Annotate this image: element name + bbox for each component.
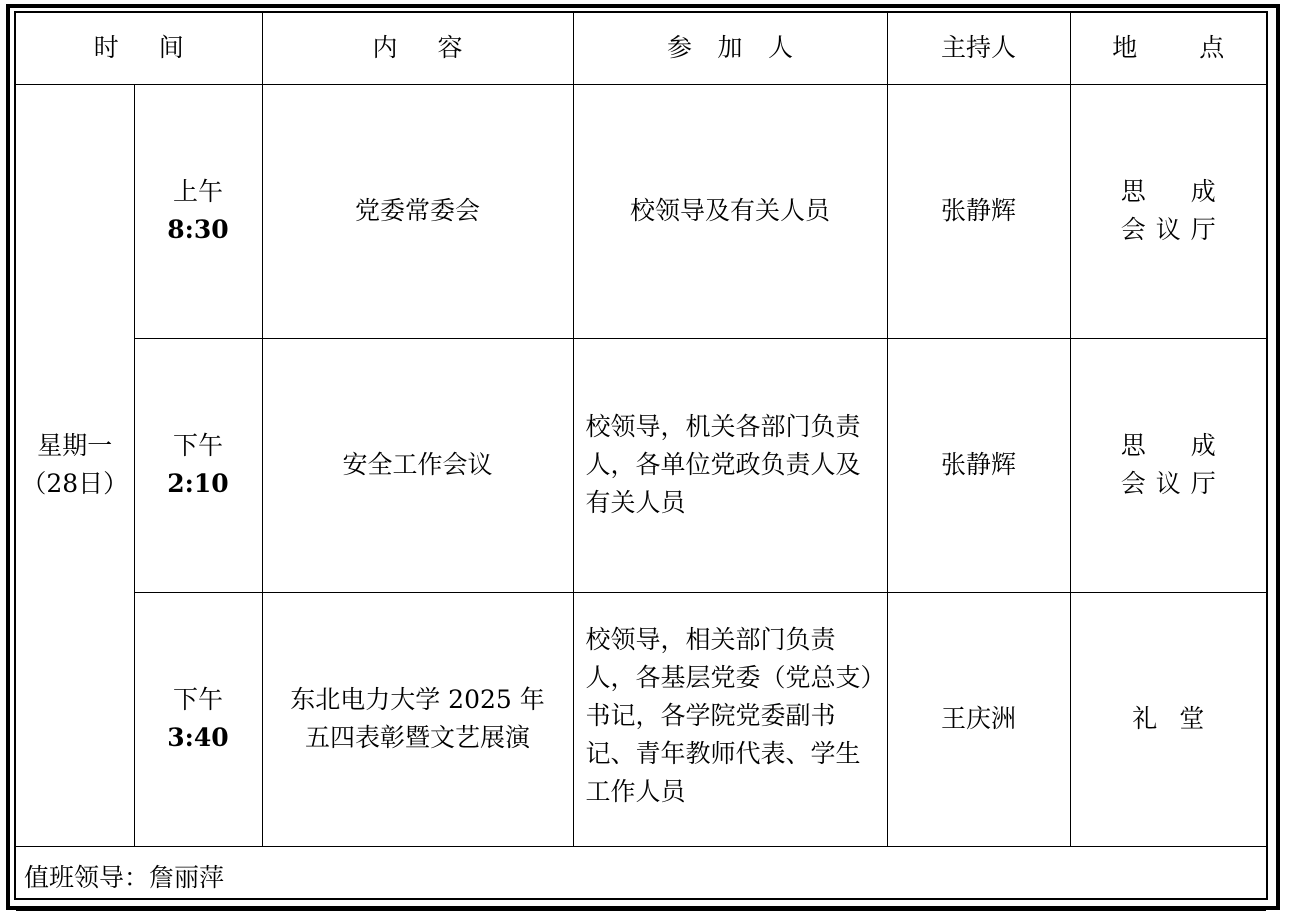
content-text: 党委常委会 [354, 196, 480, 225]
participants-line: 有关人员 [585, 488, 686, 517]
duty-cell [16, 846, 1266, 910]
time-value: 3:40 [167, 723, 229, 752]
location-cell [1070, 338, 1266, 592]
location-char: 议 [1155, 469, 1181, 498]
content-cell [262, 592, 573, 846]
participants-line: 校领导，相关部门负责 [585, 624, 836, 654]
duty-row [16, 846, 1266, 910]
participants-line: 记、青年教师代表、学生 [585, 738, 861, 768]
location-char: 堂 [1179, 704, 1205, 733]
content-cell [262, 338, 573, 592]
time-cell [134, 338, 262, 592]
header-participants-char: 参 [667, 33, 693, 63]
participants-line: 校领导及有关人员 [629, 196, 830, 225]
header-content-char: 容 [437, 33, 463, 63]
participants-line: 人，各基层党委（党总支） [585, 662, 886, 692]
header-time-char: 间 [158, 33, 184, 63]
location-char: 会 [1120, 215, 1146, 244]
day-cell [16, 84, 134, 846]
participants-cell [573, 338, 887, 592]
participants-line: 工作人员 [585, 776, 686, 806]
host-cell: 张静辉 [887, 84, 1070, 338]
time-period: 上午 [172, 177, 223, 206]
participants-line: 人，各单位党政负责人及 [585, 450, 861, 479]
location-char: 思 [1120, 177, 1146, 206]
participants-line: 书记，各学院党委副书 [585, 700, 836, 730]
schedule-row [16, 84, 1266, 338]
schedule-inner-frame [14, 11, 1268, 900]
header-content-char: 内 [372, 33, 398, 63]
location-cell [1070, 84, 1266, 338]
day-date: （28日） [21, 469, 129, 498]
schedule-row [16, 338, 1266, 592]
time-period: 下午 [172, 685, 223, 714]
host-cell: 张静辉 [887, 338, 1070, 592]
time-value: 8:30 [167, 215, 229, 244]
header-participants-char: 加 [717, 33, 743, 63]
location-char: 思 [1120, 431, 1146, 460]
location-char: 厅 [1190, 469, 1216, 498]
time-value: 2:10 [167, 469, 229, 498]
schedule-outer-frame [6, 4, 1280, 910]
location-cell [1070, 592, 1266, 846]
header-participants-char: 人 [767, 33, 793, 63]
participants-line: 校领导，机关各部门负责 [585, 412, 861, 441]
location-char: 成 [1190, 177, 1216, 206]
header-row [16, 13, 1266, 84]
location-char: 礼 [1132, 704, 1158, 733]
schedule-row [16, 592, 1266, 846]
content-cell [262, 84, 573, 338]
content-text: 东北电力大学 2025 年 [290, 685, 545, 714]
header-host: 主持人 [887, 13, 1070, 84]
time-cell [134, 84, 262, 338]
participants-cell [573, 84, 887, 338]
schedule-table [16, 13, 1266, 911]
header-location-char: 点 [1199, 33, 1225, 63]
header-time-char: 时 [93, 33, 119, 63]
day-name: 星期一 [37, 431, 113, 460]
time-cell [134, 592, 262, 846]
location-char: 会 [1120, 469, 1146, 498]
header-content [262, 13, 573, 84]
location-char: 成 [1190, 431, 1216, 460]
host-cell: 王庆洲 [887, 592, 1070, 846]
header-participants [573, 13, 887, 84]
content-text: 安全工作会议 [342, 450, 493, 479]
location-char: 厅 [1190, 215, 1216, 244]
duty-name: 詹丽萍 [149, 863, 225, 892]
content-text: 五四表彰暨文艺展演 [304, 723, 530, 752]
header-location [1070, 13, 1266, 84]
header-location-char: 地 [1112, 33, 1138, 63]
location-char: 议 [1155, 215, 1181, 244]
duty-label: 值班领导： [24, 863, 150, 892]
header-time [16, 13, 262, 84]
participants-cell [573, 592, 887, 846]
time-period: 下午 [172, 431, 223, 460]
